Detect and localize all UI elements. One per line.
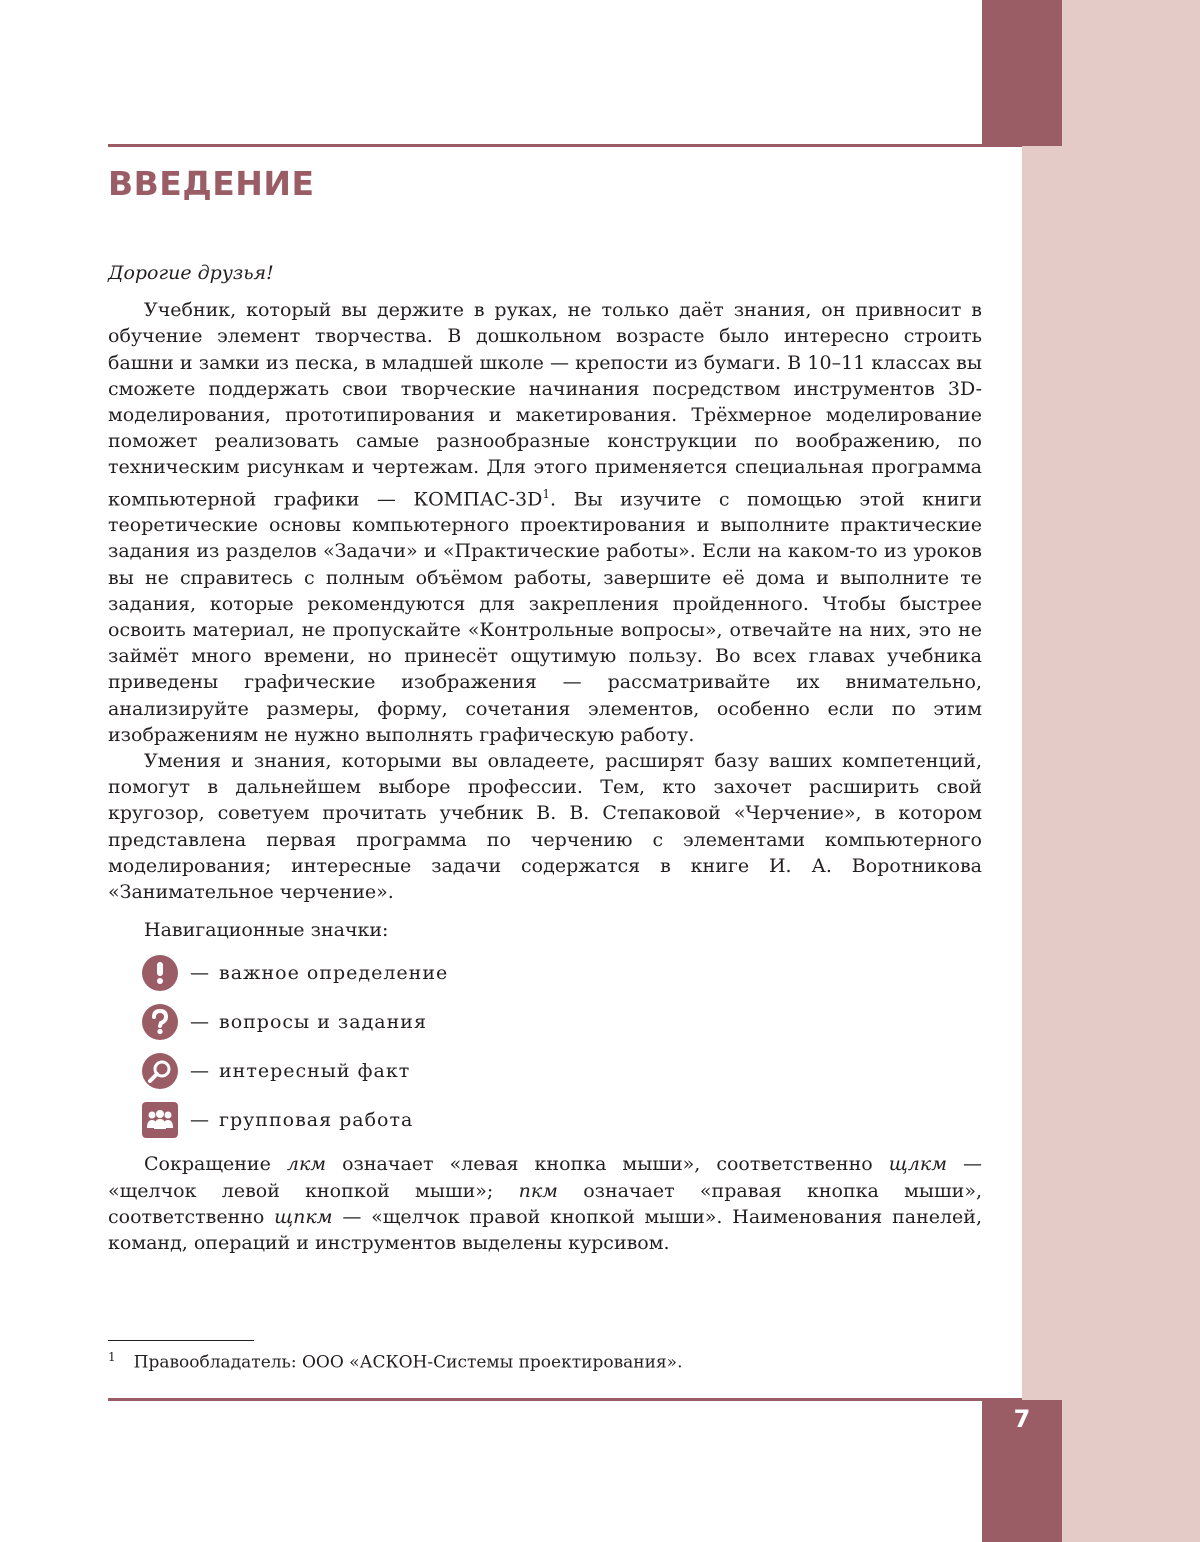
abbr-text: означает «левая кнопка мыши», соответственно xyxy=(326,1153,889,1176)
legend-label: интересный факт xyxy=(219,1060,411,1083)
abbr-shpkm: щпкм xyxy=(274,1205,333,1228)
exclamation-icon xyxy=(142,955,178,991)
paragraph-1-end: . Вы изучите с помощью этой книги теоретические основы компьютерного проектирования и выполните практические задания из разделов «Задачи» и «Практические работы». Если на каком-то из уроков вы не справитесь с полным объёмом работы, завершите её дома и выполните те задания, которые рекомендуются для закрепления пройденного. Чтобы быстрее освоить материал, не пропускайте «Контрольные вопросы», отвечайте на них, это не займёт много времени, но принесёт ощутимую пользу. Во всех главах учебника приведены графические изображения — рассматривайте их внимательно, анализируйте размеры, форму, сочетания элементов, особенно если по этим изображениям не нужно выполнять графическую работу. xyxy=(108,487,983,746)
abbr-shlkm: щлкм xyxy=(888,1153,947,1176)
footnote-divider xyxy=(108,1340,254,1341)
greeting: Дорогие друзья! xyxy=(108,262,274,284)
footnote xyxy=(108,1345,982,1375)
paragraph-1-start: Учебник, который вы держите в руках, не только даёт знания, он привносит в обучение элемент творчества. В дошкольном возрасте было интересно строить башни и замки из песка, в младшей школе — крепости из бумаги. В 10–11 классах вы сможете поддержать свои творческие начинания посредством инструментов 3D-моделирования, прототипирования и макетирования. Трёхмерное моделирование поможет реализовать самые разнообразные конструкции по воображению, по техническим рисункам и чертежам. Для этого применяется специальная программа компьютерной графики — КОМПАС-3D xyxy=(108,299,982,510)
paragraph-1 xyxy=(108,297,982,748)
header-rule xyxy=(108,144,1022,147)
abbr-text: — «щелчок правой кнопкой мыши». Наименования панелей, команд, операций и инструментов выделены курсивом. xyxy=(108,1205,982,1255)
footer-rule xyxy=(108,1398,1022,1401)
legend-item-fact xyxy=(142,1053,982,1089)
paragraph-2: Умения и знания, которыми вы овладеете, расширят базу ваших компетенций, помогут в дальнейшем выборе профессии. Тем, кто захочет расширить свой кругозор, советуем прочитать учебник В. В. Степаковой «Черчение», в котором представлена первая программа по черчению с элементами компьютерного моделирования; интересные задачи содержатся в книге И. А. Воротникова «Занимательное черчение». xyxy=(108,749,982,903)
page-title: ВВЕДЕНИЕ xyxy=(108,164,315,203)
legend-item-questions xyxy=(142,1004,982,1040)
legend-item-group xyxy=(142,1102,982,1138)
footnote-text: Правообладатель: ООО «АСКОН-Системы проектирования». xyxy=(133,1352,683,1373)
top-accent-bar xyxy=(982,0,1062,146)
page-number: 7 xyxy=(1013,1405,1031,1433)
navigation-legend xyxy=(108,955,982,1138)
legend-dash: — xyxy=(190,1060,209,1083)
abbr-pkm: пкм xyxy=(518,1179,558,1202)
abbreviations-paragraph xyxy=(108,1151,982,1256)
legend-label: вопросы и задания xyxy=(219,1011,427,1034)
group-icon xyxy=(142,1102,178,1138)
main-text xyxy=(108,260,982,1256)
footnote-mark: 1 xyxy=(108,1350,116,1364)
question-icon xyxy=(142,1004,178,1040)
legend-label: групповая работа xyxy=(219,1109,414,1132)
legend-dash: — xyxy=(190,1109,209,1132)
legend-label: важное определение xyxy=(219,962,449,985)
abbr-text: означает «правая кнопка мыши», соответственно xyxy=(108,1179,982,1228)
navigation-title: Навигационные значки: xyxy=(144,919,389,942)
magnifier-icon xyxy=(142,1053,178,1089)
side-decor-strip xyxy=(1022,0,1200,1542)
abbr-text: — «щелчок левой кнопкой мыши»; xyxy=(108,1153,982,1202)
legend-dash: — xyxy=(190,962,209,985)
abbr-lkm: лкм xyxy=(286,1153,327,1176)
legend-item-definition xyxy=(142,955,982,991)
abbr-text: Сокращение xyxy=(144,1153,287,1176)
footnote-reference: 1 xyxy=(542,486,551,501)
legend-dash: — xyxy=(190,1011,209,1034)
